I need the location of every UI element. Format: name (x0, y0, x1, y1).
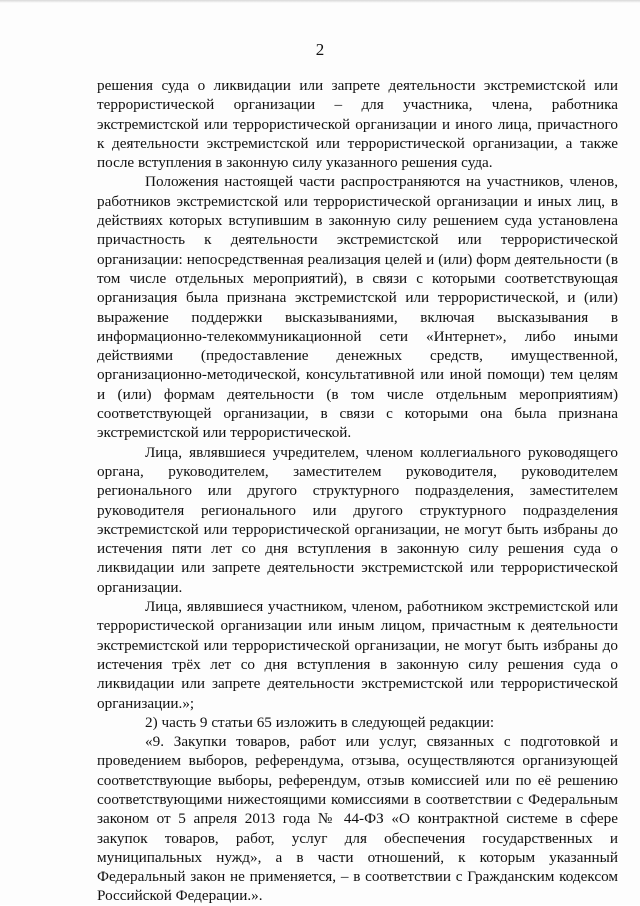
paragraph: «9. Закупки товаров, работ или услуг, связанных с подготовкой и проведением выборов, референдума, отзыва, осуществляются организующей соответствующие выборы, референдум, отзыв комиссией или по её решению соответствующими нижестоящими комиссиями в соответствии с Федеральным законом от 5 апреля 2013 года № 44-ФЗ «О контрактной системе в сфере закупок товаров, работ, услуг для обеспечения государственных и муниципальных нужд», а в части отношений, к которым указанный Федеральный закон не применяется, – в соответствии с Гражданским кодексом Российской Федерации.». (97, 733, 618, 905)
paragraph: решения суда о ликвидации или запрете деятельности экстремистской или террористической организации – для участника, члена, работника экстремистской или террористической организации и иного лица, причастного к деятельности экстремистской или террористической организации, а также после вступления в законную силу указанного решения суда. (97, 77, 618, 172)
document-body (97, 76, 618, 906)
scan-edge (0, 0, 640, 3)
page-number: 2 (315, 40, 325, 59)
paragraph: Лица, являвшиеся учредителем, членом коллегиального руководящего органа, руководителем, заместителем руководителя, руководителем регионального или другого структурного подразделения, заместителем руководителя регионального или другого структурного подразделения экстремистской или террористической организации, не могут быть избраны до истечения пяти лет со дня вступления в законную силу решения суда о ликвидации или запрете деятельности экстремистской или террористической организации. (97, 443, 618, 596)
paragraph: Положения настоящей части распространяются на участников, членов, работников экстремистской или террористической организации и иных лиц, в действиях которых вступившим в законную силу решением суда установлена причастность к деятельности экстремистской или террористической организации: непосредственная реализация целей и (или) форм деятельности (в том числе отдельных мероприятий), в связи с которыми соответствующая организация была признана экстремистской или террористической, и (или) выражение поддержки высказываниями, включая высказывания в информационно-телекоммуникационной сети «Интернет», либо иными действиями (предоставление денежных средств, имущественной, организационно-методической, консультативной или иной помощи) тем целям и (или) формам деятельности (в том числе отдельным мероприятиям) соответствующей организации, в связи с которыми она была признана экстремистской или террористической. (97, 173, 618, 442)
paragraph: 2) часть 9 статьи 65 изложить в следующей редакции: (145, 713, 495, 731)
paragraph: Лица, являвшиеся участником, членом, работником экстремистской или террористической организации или иным лицом, причастным к деятельности экстремистской или террористической организации, не могут быть избраны до истечения трёх лет со дня вступления в законную силу решения суда о ликвидации или запрете деятельности экстремистской или террористической организации.»; (97, 598, 618, 712)
